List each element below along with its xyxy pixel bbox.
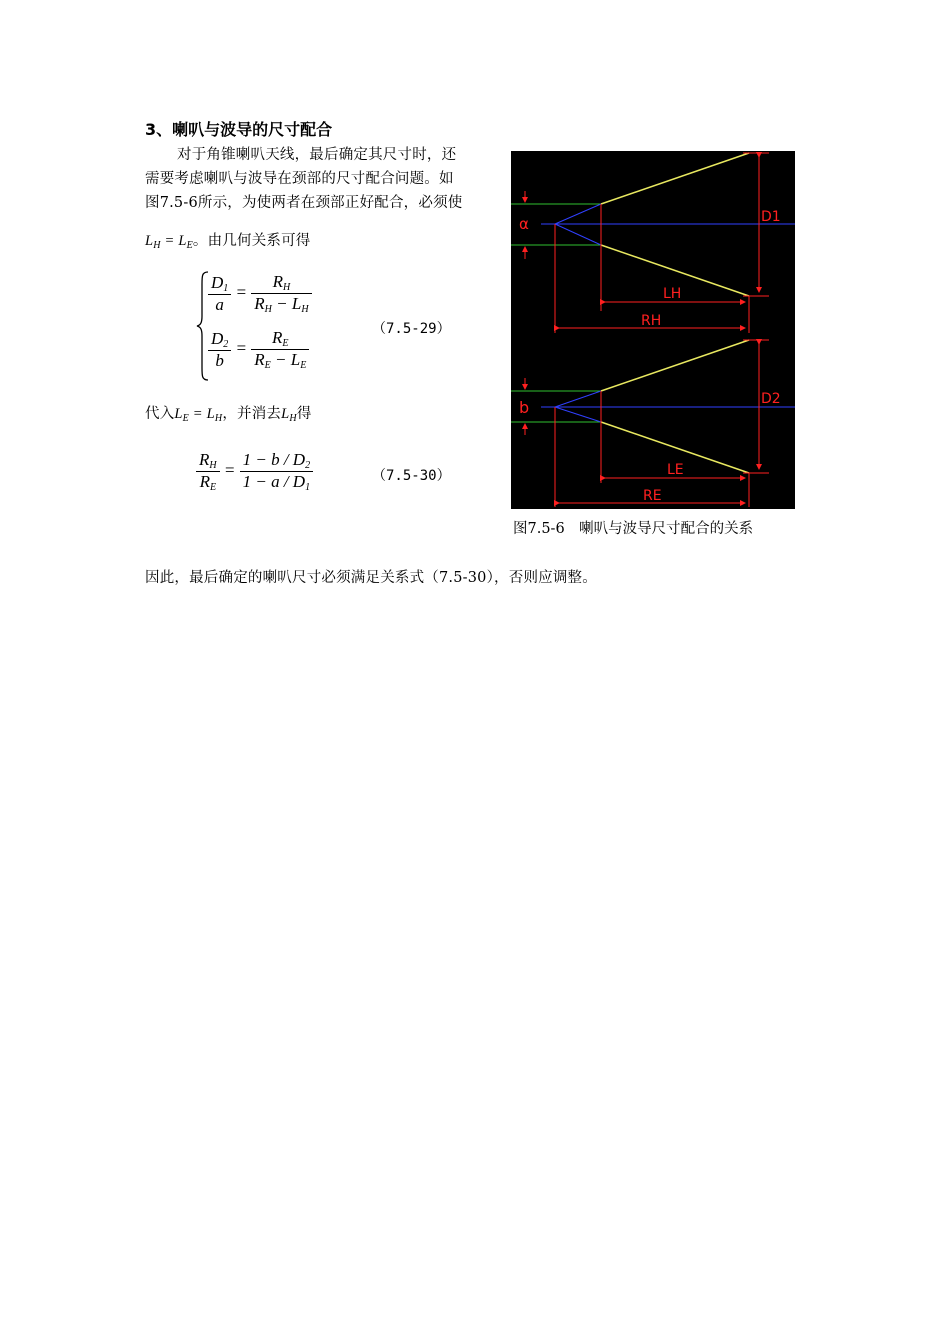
e-apex-line-bottom bbox=[555, 407, 601, 422]
substitute-prefix: 代入 bbox=[145, 406, 175, 422]
formula-lh-equals-le: $L_H = L_E$ bbox=[145, 233, 193, 251]
alpha-label: α bbox=[519, 215, 529, 233]
equation-row-2: $\frac{D_2}{b}$ = $\frac{R_E}{R_E - L_E}$ bbox=[208, 328, 309, 371]
formula-lh: $L_H$ bbox=[281, 406, 297, 424]
h-plane-diagram bbox=[511, 153, 795, 333]
paragraph-line-4-text: 。由几何关系可得 bbox=[192, 233, 311, 249]
rh-label: RH bbox=[641, 313, 662, 329]
paragraph-line-1: 对于角锥喇叭天线，最后确定其尺寸时，还 bbox=[177, 147, 457, 163]
h-apex-line-bottom bbox=[555, 224, 601, 245]
substitute-line bbox=[145, 402, 312, 424]
figure-caption: 图7.5-6 喇叭与波导尺寸配合的关系 bbox=[513, 521, 754, 537]
substitute-suffix: 得 bbox=[296, 406, 312, 422]
e-apex-line-top bbox=[555, 391, 601, 407]
e-plane-diagram bbox=[511, 340, 795, 507]
horn-waveguide-diagram bbox=[511, 151, 795, 509]
d1-label: D1 bbox=[761, 209, 781, 225]
equation-row-1: $\frac{D_1}{a}$ = $\frac{R_H}{R_H - L_H}$ bbox=[208, 272, 312, 315]
re-label: RE bbox=[643, 488, 662, 504]
lh-label: LH bbox=[663, 286, 682, 302]
figure-7-5-6 bbox=[511, 151, 795, 509]
paragraph-line-3: 图7.5-6所示，为使两者在颈部正好配合，必须使 bbox=[145, 195, 463, 211]
section-heading: 3、喇叭与波导的尺寸配合 bbox=[145, 120, 333, 139]
equation-7-5-29 bbox=[196, 270, 326, 382]
h-apex-line-top bbox=[555, 204, 601, 224]
conclusion-text: 因此，最后确定的喇叭尺寸必须满足关系式（7.5-30），否则应调整。 bbox=[145, 570, 597, 586]
h-horn-top-edge bbox=[601, 153, 749, 204]
formula-le-equals-lh: $L_E = L_H$ bbox=[174, 406, 223, 424]
equation-number-7-5-29: （7.5-29） bbox=[372, 321, 451, 337]
le-label: LE bbox=[667, 462, 684, 478]
equation-number-7-5-30: （7.5-30） bbox=[372, 468, 451, 484]
substitute-middle: ，并消去 bbox=[222, 406, 282, 422]
d2-label: D2 bbox=[761, 391, 781, 407]
b-label: b bbox=[519, 398, 530, 417]
equation-7-5-30: $\frac{R_H}{R_E}$ = $\frac{1 - b / D_2}{1 - a / D_1}$ bbox=[196, 450, 313, 493]
e-horn-top-edge bbox=[601, 340, 749, 391]
paragraph-line-2: 需要考虑喇叭与波导在颈部的尺寸配合问题。如 bbox=[145, 171, 454, 187]
paragraph-line-4 bbox=[145, 229, 311, 251]
